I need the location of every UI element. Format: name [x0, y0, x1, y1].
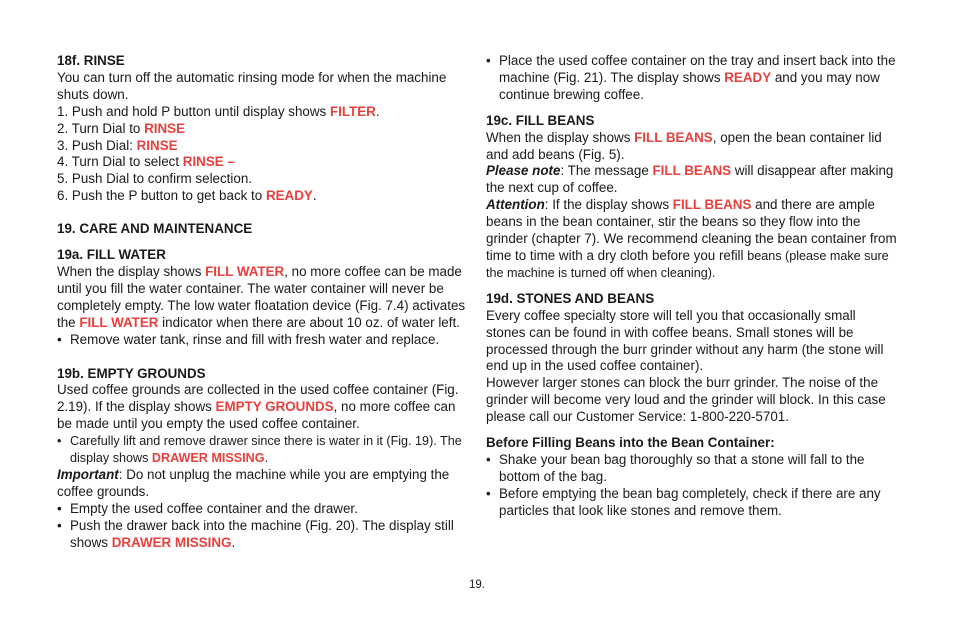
rinse-step: 5. Push Dial to confirm selection. — [57, 171, 252, 187]
rinse-steps — [57, 104, 469, 205]
important-note: Important: Do not unplug the machine while you are emptying the coffee grounds. — [57, 466, 450, 499]
empty-grounds-bullet: • Push the drawer back into the machine (Fig. 20). The display still shows DRAWER MISSING. — [57, 518, 469, 552]
stones-text-1: Every coffee specialty store will tell you that occasionally small stones can be found in with coffee beans. Small stones will be processed through the burr grinder without any harm (the stone will end up in the used coffee container). — [486, 307, 884, 374]
fill-water-text: When the display shows FILL WATER, no more coffee can be made until you fill the water container. The water container will never be completely empty. The low water floatation device (Fig. 7.4) activates the FILL WATER indicator when there are about 10 oz. of water left. — [57, 263, 466, 330]
section-heading-before-filling: Before Filling Beans into the Bean Container: — [486, 435, 775, 451]
page-number: 19. — [469, 579, 485, 591]
rinse-step: 4. Turn Dial to select RINSE – — [57, 154, 235, 170]
rinse-step: 2. Turn Dial to RINSE — [57, 120, 186, 136]
stones-text-2: However larger stones can block the burr grinder. The noise of the grinder will become very loud and the grinder will block. In this case please call our Customer Service: 1-800-220-5701. — [486, 375, 886, 425]
before-filling-bullet: • Shake your bean bag thoroughly so that a stone will fall to the bottom of the bag. — [486, 452, 898, 486]
empty-grounds-bullet: • Empty the used coffee container and the drawer. — [57, 501, 469, 518]
container-bullet: • Place the used coffee container on the tray and insert back into the machine (Fig. 21). The display shows READY and you may now continue brewing coffee. — [486, 53, 898, 104]
empty-grounds-bullet: • Carefully lift and remove drawer since there is water in it (Fig. 19). The display shows DRAWER MISSING. — [57, 433, 469, 467]
rinse-step: 6. Push the P button to get back to READY. — [57, 188, 317, 204]
section-heading-fill-beans: 19c. FILL BEANS — [486, 112, 595, 128]
rinse-step: 1. Push and hold P button until display shows FILTER. — [57, 103, 380, 119]
please-note: Please note: The message FILL BEANS will disappear after making the next cup of coffee. — [486, 163, 894, 196]
section-heading-rinse: 18f. RINSE — [57, 53, 125, 68]
left-column — [57, 53, 469, 551]
section-heading-care: 19. CARE AND MAINTENANCE — [57, 221, 253, 237]
rinse-intro: You can turn off the automatic rinsing mode for when the machine shuts down. — [57, 69, 447, 102]
attention-note: Attention: If the display shows FILL BEANS and there are ample beans in the bean container, stir the beans so they flow into the grinder (chapter 7). We recommend cleaning the bean container from time to time with a dry cloth before you refill beans (please make sure the machine is turned off when cleaning). — [486, 197, 897, 280]
empty-grounds-text: Used coffee grounds are collected in the used coffee container (Fig. 2.19). If the display shows EMPTY GROUNDS, no more coffee can be made until you empty the used coffee container. — [57, 382, 459, 432]
section-heading-empty-grounds: 19b. EMPTY GROUNDS — [57, 365, 206, 381]
before-filling-bullet: • Before emptying the bean bag completely, check if there are any particles that look like stones and remove them. — [486, 486, 898, 520]
right-column — [486, 53, 898, 520]
section-heading-stones: 19d. STONES AND BEANS — [486, 290, 655, 306]
rinse-step: 3. Push Dial: RINSE — [57, 137, 178, 153]
fill-water-bullet: • Remove water tank, rinse and fill with fresh water and replace. — [57, 332, 469, 349]
fill-beans-text: When the display shows FILL BEANS, open the bean container lid and add beans (Fig. 5). — [486, 129, 882, 162]
section-heading-fill-water: 19a. FILL WATER — [57, 247, 166, 263]
